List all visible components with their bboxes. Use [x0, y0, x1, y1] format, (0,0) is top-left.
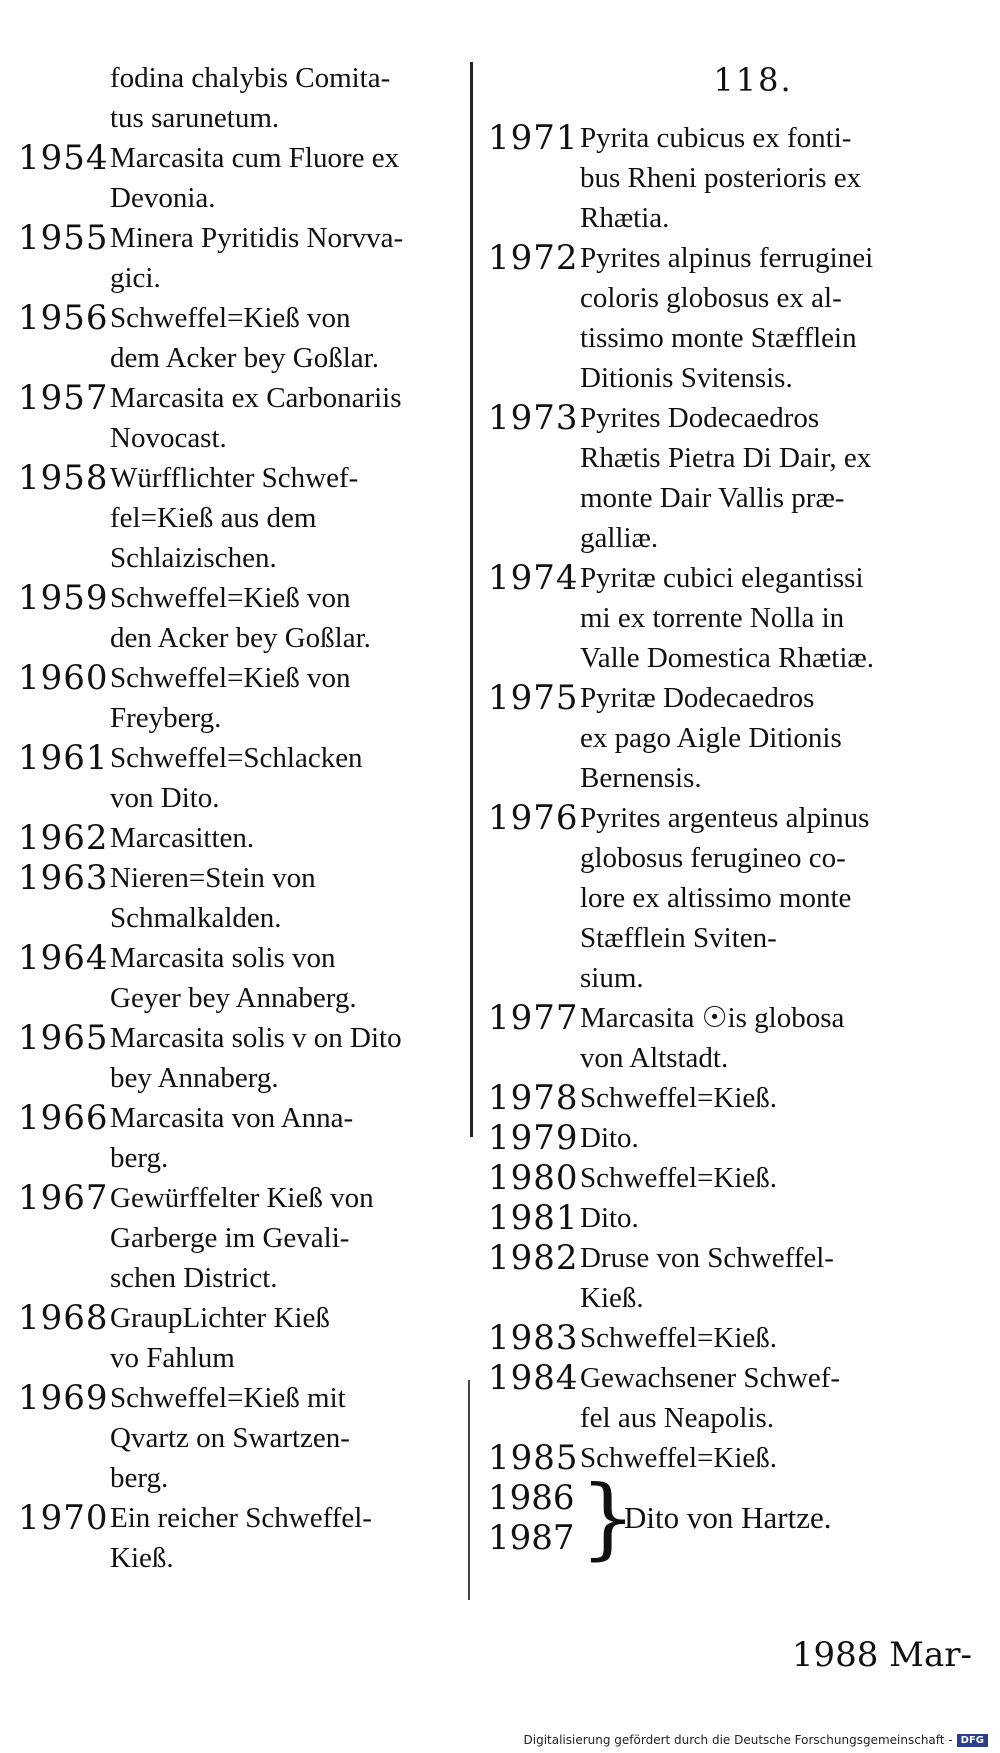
entry-number: 1982	[488, 1238, 579, 1278]
entry-line: Schweffel=Schlacken	[110, 742, 363, 774]
brace-entry	[488, 1466, 978, 1569]
catalog-entry	[18, 1178, 473, 1298]
entry-line: Bernensis.	[580, 762, 702, 794]
entry-text	[110, 1098, 473, 1178]
entry-line: Schlaizischen.	[110, 542, 277, 574]
entry-line: Geyer bey Annaberg.	[110, 982, 357, 1014]
entry-line: Qvartz on Swartzen-	[110, 1422, 350, 1454]
entry-number: 1976	[488, 798, 579, 838]
entry-line: bey Annaberg.	[110, 1062, 279, 1094]
left-column	[18, 58, 473, 1578]
intro-line: fodina chalybis Comita-	[110, 62, 391, 94]
entry-number: 1969	[18, 1378, 109, 1418]
footer-text: Digitalisierung gefördert durch die Deutsche Forschungsgemeinschaft -	[523, 1733, 953, 1747]
entry-line: Stæfflein Sviten-	[580, 922, 777, 954]
entry-line: Pyritæ Dodecaedros	[580, 682, 815, 714]
entry-line: Devonia.	[110, 182, 216, 214]
entry-number: 1978	[488, 1078, 579, 1118]
entry-number: 1979	[488, 1118, 579, 1158]
entry-line: Würfflichter Schwef-	[110, 462, 359, 494]
entry-line: Schweffel=Kieß von	[110, 582, 351, 614]
entry-line: von Altstadt.	[580, 1042, 729, 1074]
entry-line: berg.	[110, 1142, 169, 1174]
entry-line: galliæ.	[580, 522, 659, 554]
entry-line: Pyrites argenteus alpinus	[580, 802, 870, 834]
intro-text	[18, 58, 473, 138]
entry-number: 1957	[18, 378, 109, 418]
catalog-entry	[18, 738, 473, 818]
entry-number: 1966	[18, 1098, 109, 1138]
entry-text	[110, 218, 473, 298]
entry-number: 1968	[18, 1298, 109, 1338]
entry-number: 1980	[488, 1158, 579, 1198]
entry-text	[580, 998, 978, 1078]
entry-line: Novocast.	[110, 422, 227, 454]
catalog-entry	[18, 1378, 473, 1498]
catalog-entry	[488, 558, 978, 678]
entry-text	[110, 818, 473, 858]
entry-number: 1986	[488, 1478, 575, 1518]
entry-line: Pyrites Dodecaedros	[580, 402, 820, 434]
entry-number: 1973	[488, 398, 579, 438]
entry-number: 1983	[488, 1318, 579, 1358]
entry-text	[580, 1118, 978, 1158]
entry-number: 1959	[18, 578, 109, 618]
footer	[524, 1733, 989, 1747]
entry-line: lore ex altissimo monte	[580, 882, 852, 914]
entry-line: ex pago Aigle Ditionis	[580, 722, 842, 754]
entry-number: 1975	[488, 678, 579, 718]
entry-line: Dito.	[580, 1122, 639, 1154]
entry-line: schen District.	[110, 1262, 278, 1294]
entry-line: Schmalkalden.	[110, 902, 282, 934]
right-column	[488, 58, 978, 1569]
catalog-entry	[488, 1078, 978, 1118]
entry-text	[110, 858, 473, 938]
entry-line: Minera Pyritidis Norvva-	[110, 222, 404, 254]
page-number: 118.	[713, 61, 793, 99]
entry-line: monte Dair Vallis præ-	[580, 482, 845, 514]
entry-number: 1954	[18, 138, 109, 178]
dfg-logo: DFG	[957, 1734, 988, 1747]
entry-line: Pyrites alpinus ferruginei	[580, 242, 874, 274]
entry-line: Dito.	[580, 1202, 639, 1234]
entry-text	[110, 458, 473, 578]
catalog-entry	[488, 1198, 978, 1238]
entry-line: Gewürffelter Kieß von	[110, 1182, 374, 1214]
entry-text	[110, 1498, 473, 1578]
catalog-entry	[488, 1158, 978, 1198]
catalog-entry	[18, 1018, 473, 1098]
entry-text	[580, 1318, 978, 1358]
entry-text	[110, 298, 473, 378]
entry-line: den Acker bey Goßlar.	[110, 622, 371, 654]
entry-number: 1981	[488, 1198, 579, 1238]
entry-text	[580, 1078, 978, 1118]
catalog-entry	[18, 298, 473, 378]
catalog-entry	[18, 578, 473, 658]
entry-line: bus Rheni posterioris ex	[580, 162, 862, 194]
entry-line: fel=Kieß aus dem	[110, 502, 317, 534]
entry-line: fel aus Neapolis.	[580, 1402, 775, 1434]
intro-line: tus sarunetum.	[110, 102, 280, 134]
entry-line: gici.	[110, 262, 161, 294]
entry-line: vo Fahlum	[110, 1342, 235, 1374]
entry-text: Dito von Hartze.	[624, 1500, 832, 1535]
catalog-entry	[18, 378, 473, 458]
catalog-entry	[488, 678, 978, 798]
catalog-entry	[488, 118, 978, 238]
catalog-entry	[488, 238, 978, 398]
curly-brace: }	[580, 1466, 636, 1569]
entry-line: Pyrita cubicus ex fonti-	[580, 122, 852, 154]
entry-line: Garberge im Gevali-	[110, 1222, 350, 1254]
entry-line: von Dito.	[110, 782, 220, 814]
catalog-entry	[488, 798, 978, 998]
entry-line: Gewachsener Schwef-	[580, 1362, 841, 1394]
catalog-entry	[488, 1438, 978, 1478]
entry-text	[580, 1158, 978, 1198]
entry-line: Marcasita solis von	[110, 942, 336, 974]
entry-number: 1964	[18, 938, 109, 978]
catalog-entry	[18, 938, 473, 1018]
catalog-entry	[488, 1118, 978, 1158]
entry-number: 1955	[18, 218, 109, 258]
entry-line: Schweffel=Kieß.	[580, 1322, 778, 1354]
entry-line: Ein reicher Schweffel-	[110, 1502, 372, 1534]
entry-text	[110, 378, 473, 458]
entry-line: Kieß.	[110, 1542, 174, 1574]
entry-line: Schweffel=Kieß.	[580, 1442, 778, 1474]
entry-text	[110, 578, 473, 658]
entry-number: 1958	[18, 458, 109, 498]
entry-line: Ditionis Svitensis.	[580, 362, 793, 394]
entry-text	[580, 558, 978, 678]
catalog-entry	[18, 1498, 473, 1578]
entry-text	[110, 1378, 473, 1498]
entry-number: 1974	[488, 558, 579, 598]
entry-line: Schweffel=Kieß.	[580, 1082, 778, 1114]
entry-text	[580, 238, 978, 398]
catalog-entry	[488, 1358, 978, 1438]
entry-line: Schweffel=Kieß von	[110, 302, 351, 334]
catalog-entry	[18, 138, 473, 218]
catalog-entry	[488, 1318, 978, 1358]
entry-line: Freyberg.	[110, 702, 222, 734]
entry-number: 1967	[18, 1178, 109, 1218]
entry-line: Druse von Schweffel-	[580, 1242, 834, 1274]
catalog-entry	[18, 658, 473, 738]
entry-number: 1984	[488, 1358, 579, 1398]
entry-line: sium.	[580, 962, 644, 994]
entry-text	[580, 1198, 978, 1238]
entry-text	[580, 678, 978, 798]
entry-number: 1972	[488, 238, 579, 278]
entry-line: Marcasita von Anna-	[110, 1102, 354, 1134]
catalog-entry	[18, 818, 473, 858]
catalog-entry	[18, 1098, 473, 1178]
entry-line: Schweffel=Kieß.	[580, 1162, 778, 1194]
entry-line: Rhætis Pietra Di Dair, ex	[580, 442, 872, 474]
entry-number: 1962	[18, 818, 109, 858]
entry-line: Rhætia.	[580, 202, 670, 234]
entry-text	[110, 938, 473, 1018]
entry-number: 1985	[488, 1438, 579, 1478]
entry-number: 1970	[18, 1498, 109, 1538]
entry-number: 1960	[18, 658, 109, 698]
entry-line: Marcasita ☉is globosa	[580, 1002, 845, 1034]
entry-number: 1963	[18, 858, 109, 898]
brace-entry-numbers	[488, 1478, 580, 1558]
entry-line: Marcasitten.	[110, 822, 255, 854]
catalog-entry	[18, 218, 473, 298]
entry-line: Kieß.	[580, 1282, 644, 1314]
entry-line: berg.	[110, 1462, 169, 1494]
entry-line: globosus ferugineo co-	[580, 842, 846, 874]
entry-text	[110, 658, 473, 738]
entry-text	[580, 398, 978, 558]
entry-text	[580, 798, 978, 998]
entry-line: Nieren=Stein von	[110, 862, 316, 894]
catalog-entry	[18, 1298, 473, 1378]
entry-line: GraupLichter Kieß	[110, 1302, 330, 1334]
entry-text	[110, 138, 473, 218]
catalog-entry	[488, 998, 978, 1078]
catalog-entry	[18, 458, 473, 578]
entry-line: dem Acker bey Goßlar.	[110, 342, 379, 374]
entry-number: 1977	[488, 998, 579, 1038]
catalog-entry	[488, 1238, 978, 1318]
entry-number: 1971	[488, 118, 579, 158]
entry-line: Marcasita cum Fluore ex	[110, 142, 400, 174]
catalog-entry	[18, 858, 473, 938]
entry-number: 1961	[18, 738, 109, 778]
entry-line: Pyritæ cubici elegantissi	[580, 562, 864, 594]
entry-number: 1956	[18, 298, 109, 338]
entry-number: 1987	[488, 1518, 575, 1558]
entry-line: tissimo monte Stæfflein	[580, 322, 857, 354]
entry-text	[580, 1238, 978, 1318]
entry-line: coloris globosus ex al-	[580, 282, 842, 314]
entry-line: mi ex torrente Nolla in	[580, 602, 845, 634]
entry-number: 1965	[18, 1018, 109, 1058]
entry-text	[110, 1298, 473, 1378]
entry-line: Marcasita ex Carbonariis	[110, 382, 402, 414]
entry-line: Schweffel=Kieß von	[110, 662, 351, 694]
entry-text	[110, 1178, 473, 1298]
entry-line: Marcasita solis v on Dito	[110, 1022, 402, 1054]
entry-text	[580, 1358, 978, 1438]
entry-line: Schweffel=Kieß mit	[110, 1382, 346, 1414]
entry-line: Valle Domestica Rhætiæ.	[580, 642, 874, 674]
entry-text	[110, 1018, 473, 1098]
catchword: 1988 Mar-	[791, 1635, 972, 1675]
entry-text	[580, 1438, 978, 1478]
catalog-entry	[488, 398, 978, 558]
entry-text	[110, 738, 473, 818]
entry-text	[580, 118, 978, 238]
